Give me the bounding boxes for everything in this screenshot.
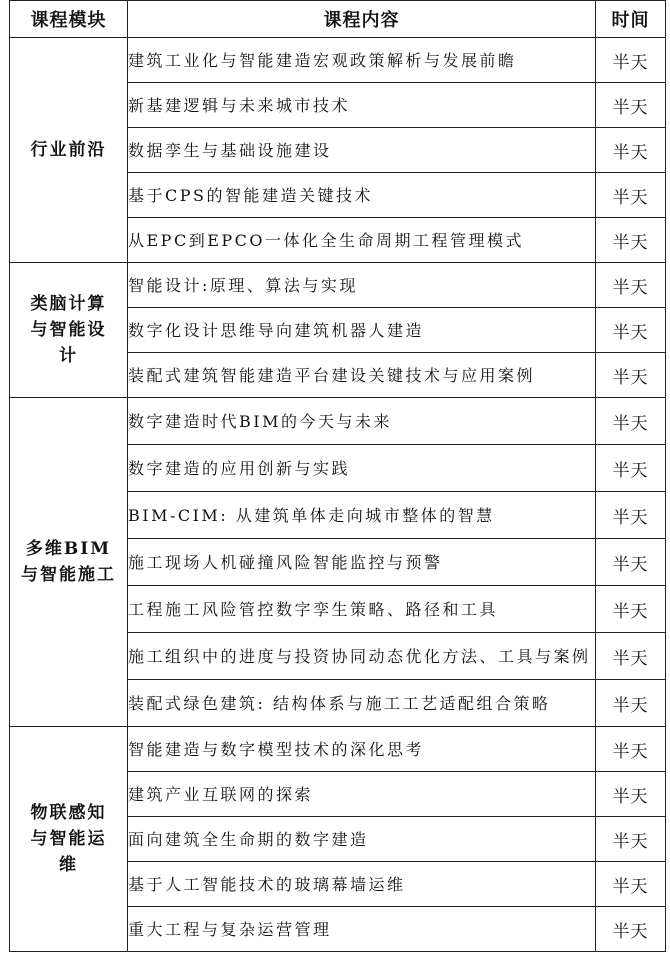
course-time: 半天	[596, 727, 666, 772]
course-title: 从EPC到EPCO一体化全生命周期工程管理模式	[128, 218, 596, 263]
course-time: 半天	[596, 586, 666, 633]
course-title: 重大工程与复杂运营管理	[128, 907, 596, 952]
course-title: 数字化设计思维导向建筑机器人建造	[128, 308, 596, 353]
course-time: 半天	[596, 772, 666, 817]
course-time: 半天	[596, 353, 666, 398]
module-name: 物联感知与智能运维	[30, 803, 107, 875]
module-name: 多维BIM与智能施工	[21, 539, 116, 585]
course-title: 新基建逻辑与未来城市技术	[128, 83, 596, 128]
course-title: 施工现场人机碰撞风险智能监控与预警	[128, 539, 596, 586]
table-row	[10, 727, 666, 772]
course-title: 数字建造的应用创新与实践	[128, 445, 596, 492]
course-time: 半天	[596, 128, 666, 173]
course-title: 基于CPS的智能建造关键技术	[128, 173, 596, 218]
module-cell	[10, 263, 128, 398]
course-title: 面向建筑全生命期的数字建造	[128, 817, 596, 862]
course-time: 半天	[596, 539, 666, 586]
course-title: 装配式绿色建筑: 结构体系与施工工艺适配组合策略	[128, 680, 596, 727]
header-module: 课程模块	[10, 1, 128, 38]
course-table	[9, 0, 666, 952]
course-time: 半天	[596, 218, 666, 263]
course-time: 半天	[596, 308, 666, 353]
course-time: 半天	[596, 173, 666, 218]
course-title: 建筑工业化与智能建造宏观政策解析与发展前瞻	[128, 38, 596, 83]
course-title: 施工组织中的进度与投资协同动态优化方法、工具与案例	[128, 633, 596, 680]
course-time: 半天	[596, 633, 666, 680]
course-title: 智能设计:原理、算法与实现	[128, 263, 596, 308]
course-title: 数据孪生与基础设施建设	[128, 128, 596, 173]
course-time: 半天	[596, 680, 666, 727]
course-title: 工程施工风险管控数字孪生策略、路径和工具	[128, 586, 596, 633]
course-time: 半天	[596, 445, 666, 492]
module-name: 行业前沿	[30, 140, 107, 160]
course-time: 半天	[596, 492, 666, 539]
course-time: 半天	[596, 38, 666, 83]
course-time: 半天	[596, 817, 666, 862]
header-time: 时间	[596, 1, 666, 38]
table-row	[10, 398, 666, 445]
course-time: 半天	[596, 83, 666, 128]
table-header	[10, 1, 666, 38]
module-cell	[10, 398, 128, 727]
course-title: BIM-CIM: 从建筑单体走向城市整体的智慧	[128, 492, 596, 539]
course-title: 智能建造与数字模型技术的深化思考	[128, 727, 596, 772]
course-title: 装配式建筑智能建造平台建设关键技术与应用案例	[128, 353, 596, 398]
module-cell	[10, 727, 128, 952]
course-title: 数字建造时代BIM的今天与未来	[128, 398, 596, 445]
table-row	[10, 263, 666, 308]
course-time: 半天	[596, 398, 666, 445]
course-title: 基于人工智能技术的玻璃幕墙运维	[128, 862, 596, 907]
course-time: 半天	[596, 907, 666, 952]
course-title: 建筑产业互联网的探索	[128, 772, 596, 817]
table-body	[10, 38, 666, 952]
module-name: 类脑计算与智能设计	[30, 294, 107, 366]
course-time: 半天	[596, 862, 666, 907]
course-time: 半天	[596, 263, 666, 308]
table-row	[10, 38, 666, 83]
header-content: 课程内容	[128, 1, 596, 38]
module-cell	[10, 38, 128, 263]
